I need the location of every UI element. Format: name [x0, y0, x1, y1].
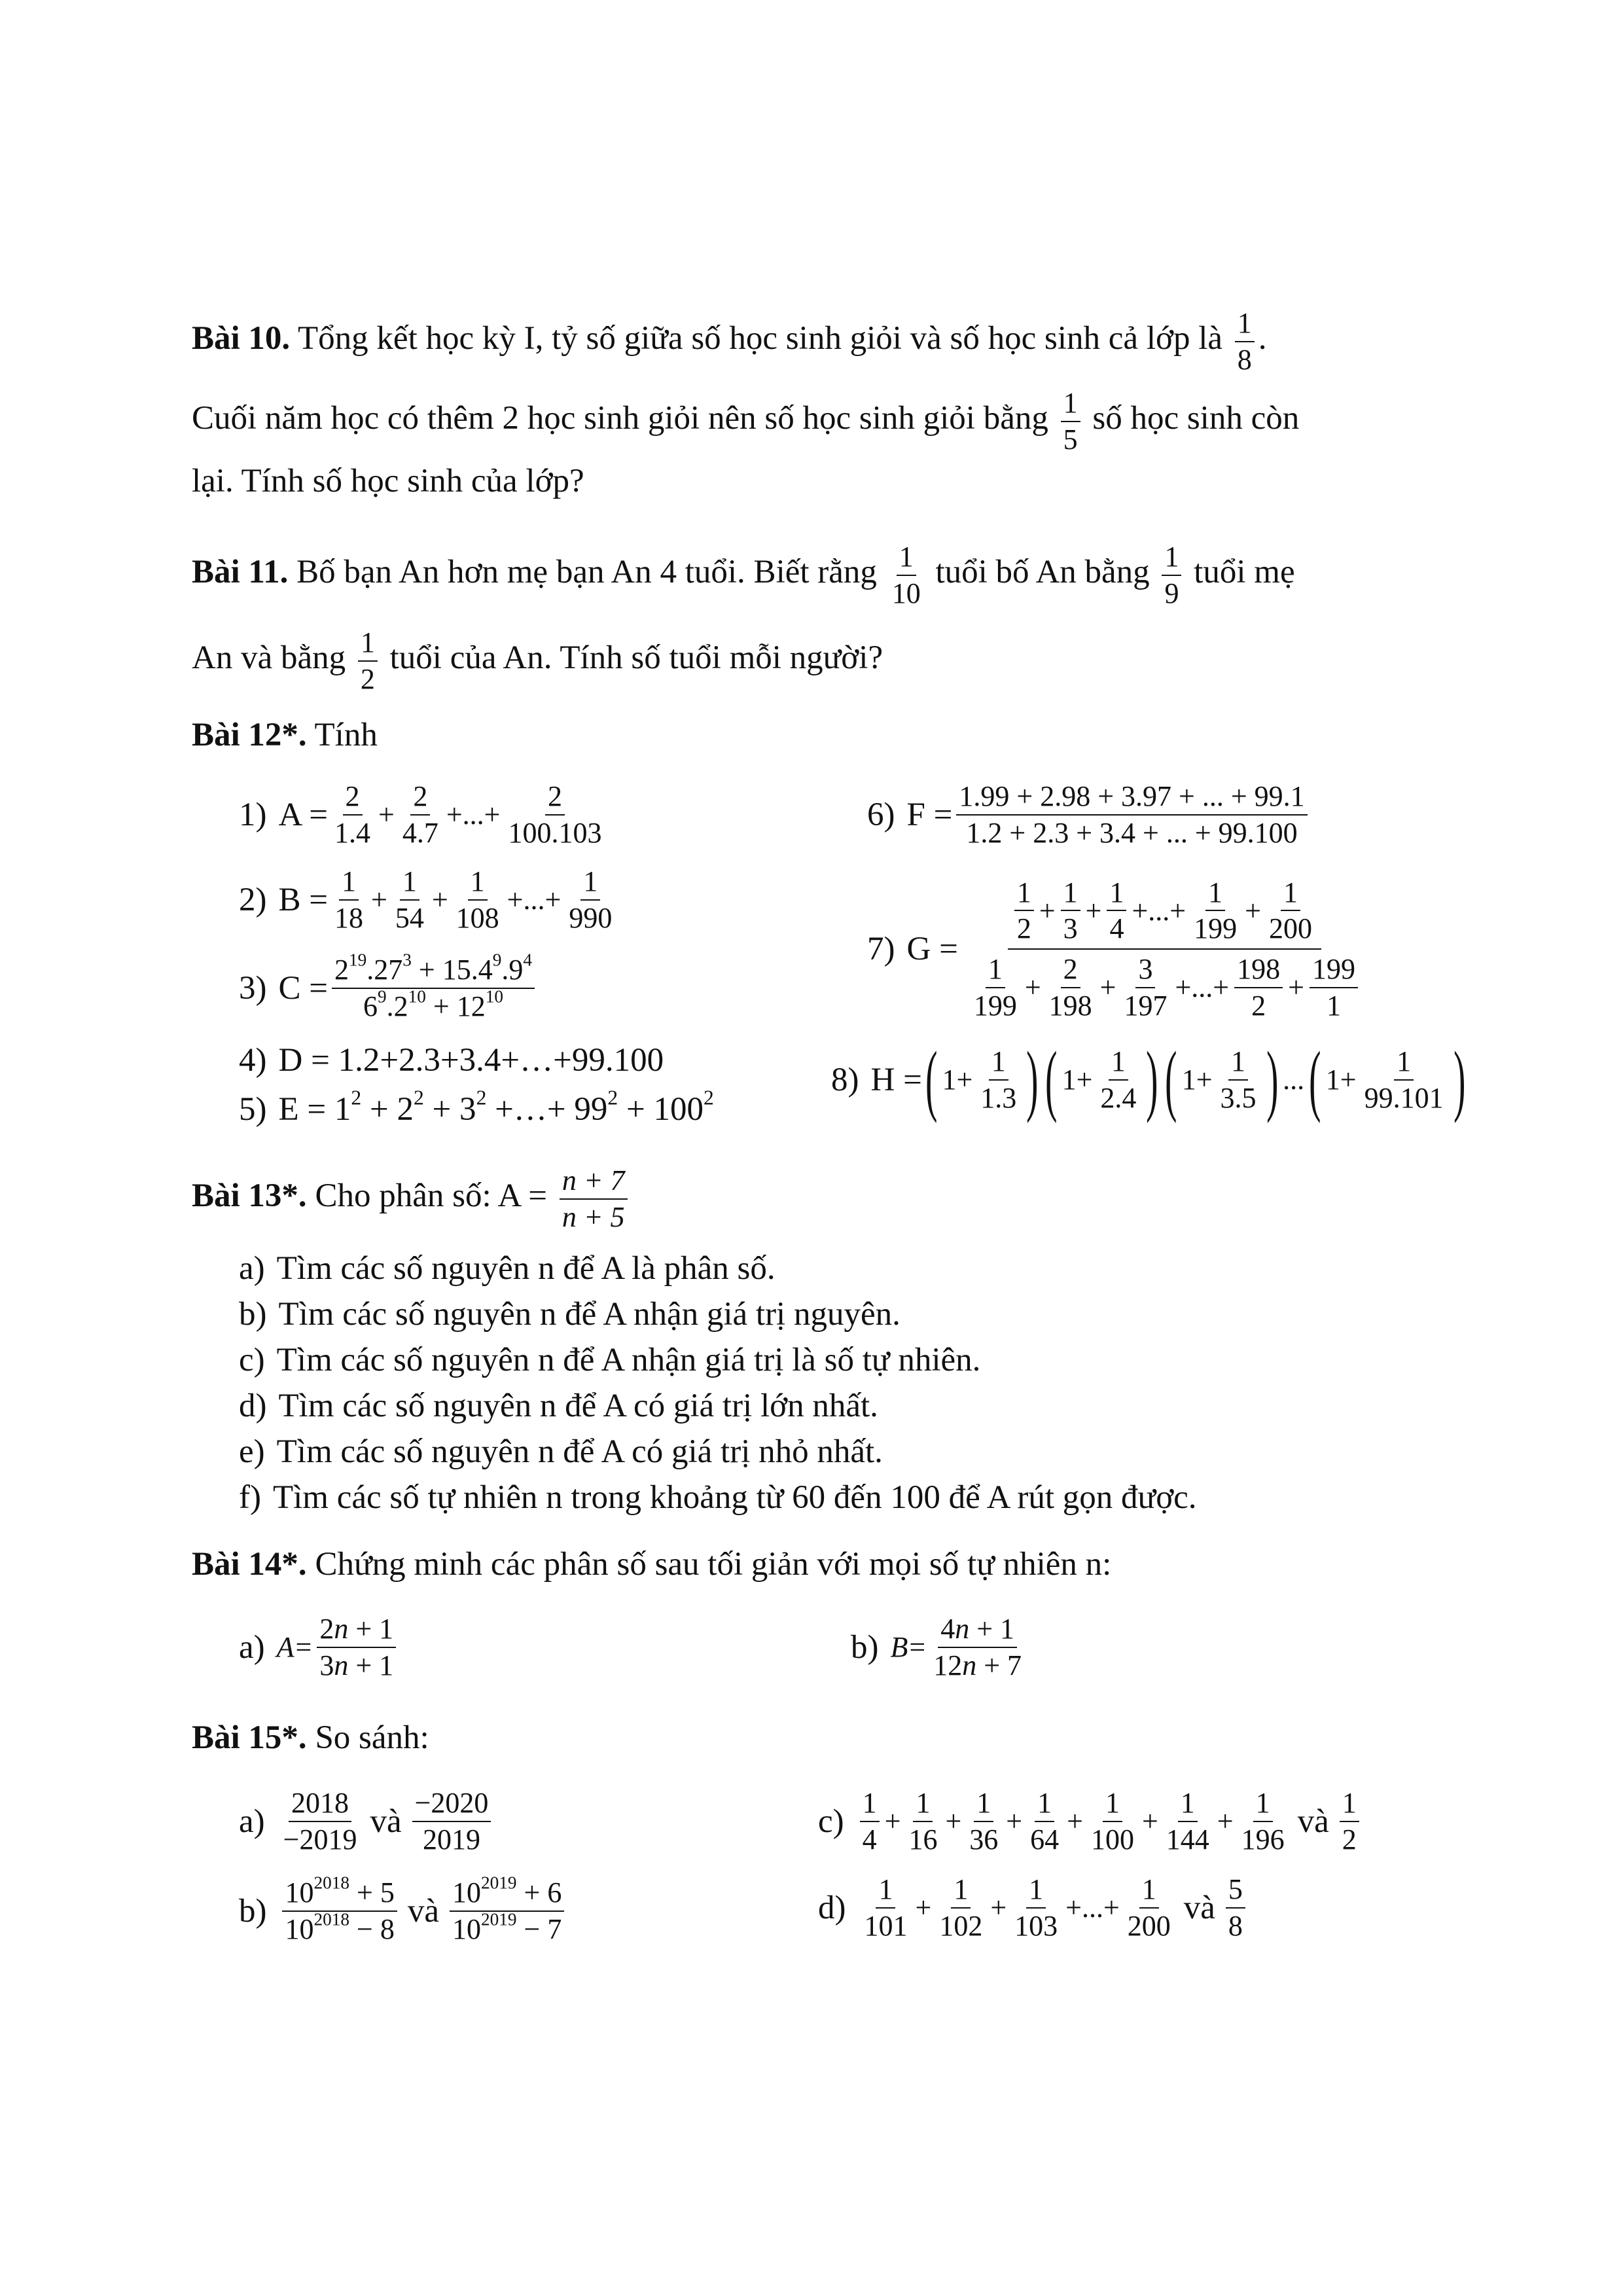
bai13-item-c: c) Tìm các số nguyên n để A nhận giá trị là số tự nhiên.: [239, 1342, 981, 1378]
bai12-heading: Bài 12*. Tính: [192, 717, 378, 753]
bai13-item-a: a) Tìm các số nguyên n để A là phân số.: [239, 1250, 776, 1287]
bai10-text3: lại. Tính số học sinh của lớp?: [192, 463, 584, 499]
bai13-item-f: f) Tìm các số tự nhiên n trong khoảng từ 60 đến 100 để A rút gọn được.: [239, 1479, 1197, 1516]
fraction-1-8: $\frac{1}{8}$: [1235, 308, 1255, 375]
bai10-title: Bài 10.: [192, 320, 291, 357]
bai10-text1: Tổng kết học kỳ I, tỷ số giữa số học sinh giỏi và số học sinh cả lớp là: [298, 320, 1223, 357]
bai11-line1: Bài 11. Bố bạn An hơn mẹ bạn An 4 tuổi. Biết rằng $\frac{1}{10}$ tuổi bố An bằng $\frac{1}{9}$ tuổi mẹ: [192, 541, 1295, 609]
bai15-item-c: c) 1 4 + $\frac{1}{16}$ + $\frac{1}{36}$ + $\frac{1}{64}$ + $\frac{1}{100}$ + $\frac{1}{144}$ + $\frac{1}{196}$ và 1 2: [818, 1785, 1363, 1857]
bai13-heading: Bài 13*. Cho phân số: A = $\frac{n + 7}{n + 5}$: [192, 1165, 632, 1232]
bai15-item-d: d) 1 101 + $\frac{1}{102}$ + $\frac{1}{103}$ +...+ $\frac{1}{200}$ và 5 8: [818, 1872, 1249, 1944]
fraction-1-9: $\frac{1}{9}$: [1162, 541, 1181, 609]
bai13-item-b: b) Tìm các số nguyên n để A nhận giá trị nguyên.: [239, 1296, 901, 1333]
fraction-1-5: $\frac{1}{5}$: [1061, 387, 1080, 455]
bai11-line2: An và bằng $\frac{1}{2}$ tuổi của An. Tính số tuổi mỗi người?: [192, 626, 883, 695]
bai12-item-1: 1) A = 2 1.4 + $\frac{2}{4.7}$ +...+ $\frac{2}{100.103}$: [239, 780, 602, 849]
bai10-text2: Cuối năm học có thêm 2 học sinh giỏi nên số học sinh giỏi bằng: [192, 400, 1048, 437]
bai15-item-b: b) $10^{2018} + 5$ $10^{2018} - 8$ và $10^{2019} + 6$ $10^{2019} - 7$: [239, 1872, 568, 1950]
bai15-item-a: a) 2018 −2019 và −2020 2019: [239, 1785, 495, 1857]
bai15-heading: Bài 15*. So sánh:: [192, 1719, 429, 1756]
bai12-item-3: 3) C = $2^{19}.27^3 + 15.4^9.9^4$ $6^9.2^{10} + 12^{10}$: [239, 956, 539, 1021]
bai14-item-a: a) A = $\frac{2n + 1}{3n + 1}$: [239, 1611, 400, 1683]
bai10-line2: [192, 387, 1299, 455]
fraction-1-10: $\frac{1}{10}$: [891, 541, 921, 609]
bai14-heading: Bài 14*. Chứng minh các phân số sau tối giản với mọi số tự nhiên n:: [192, 1546, 1112, 1583]
bai12-item-8: 8) H = ( 1+ $\frac{1}{1.3}$ ) ( 1+ $\frac{1}{2.4}$ ) ( 1+ $\frac{1}{3.5}$ ) ... ( 1+ $\frac{1}{99.101}$ ): [831, 1035, 1466, 1124]
fraction-1-2: $\frac{1}{2}$: [358, 627, 378, 694]
bai12-item-6: 6) F = 1.99 + 2.98 + 3.97 + ... + 99.1 1.2 + 2.3 + 3.4 + ... + 99.100: [867, 782, 1311, 848]
bai13-item-d: d) Tìm các số nguyên n để A có giá trị lớn nhất.: [239, 1388, 878, 1424]
bai14-item-b: b) B = $\frac{4n + 1}{12n + 7}$: [851, 1613, 1022, 1681]
bai13-item-e: e) Tìm các số nguyên n để A có giá trị nhỏ nhất.: [239, 1433, 883, 1470]
bai11-title: Bài 11.: [192, 554, 289, 591]
bai12-item-2: 2) B = 1 18 + $\frac{1}{54}$ + $\frac{1}{108}$ +...+ $\frac{1}{990}$: [239, 865, 613, 934]
bai12-item-5: 5) $E = 1^2 + 2^2 + 3^2$ +…+ $99^2 + 100^2$: [239, 1086, 714, 1128]
bai10-line3: [192, 461, 584, 501]
bai12-item-4: 4) D = 1.2+2.3+3.4+…+99.100: [239, 1042, 664, 1079]
fraction-n7-n5: $\frac{n + 7}{n + 5}$: [560, 1165, 628, 1232]
bai10-text2-end: số học sinh còn: [1092, 400, 1300, 437]
bai10-line1: Bài 10. Tổng kết học kỳ I, tỷ số giữa số học sinh giỏi và số học sinh cả lớp là $\frac{1}{8}$ .: [192, 307, 1267, 376]
bai12-item-7: 7) G = 1 2 + $\frac{1}{3}$ + $\frac{1}{4}$ +...+ $\frac{1}{199}$ + $\frac{1}{200}$ 1 199 + $\frac{2}{198}$ + $\frac{3}{197}$ +...+ $\frac{198}{2}$ + $\frac{199}{1}$: [867, 870, 1368, 1028]
